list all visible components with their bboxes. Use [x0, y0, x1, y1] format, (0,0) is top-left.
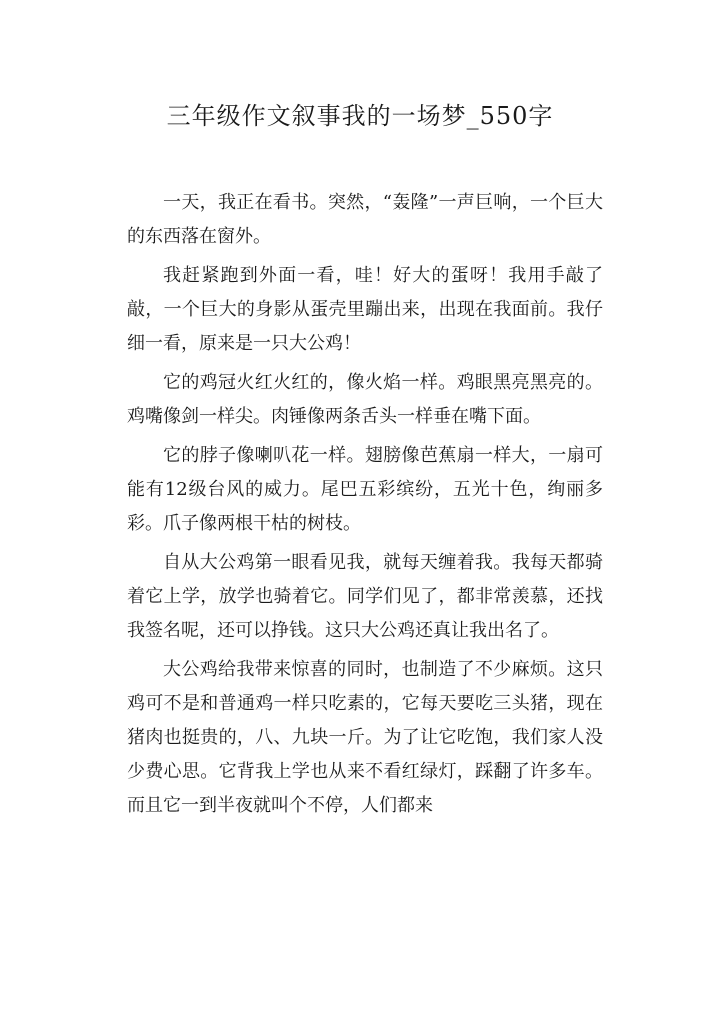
paragraph: 大公鸡给我带来惊喜的同时，也制造了不少麻烦。这只鸡可不是和普通鸡一样只吃素的，它每天要吃三头猪，现在猪肉也挺贵的，八、九块一斤。为了让它吃饱，我们家人没少费心思。它背我上学也从来不看红绿灯，踩翻了许多车。而且它一到半夜就叫个不停，人们都来 — [127, 659, 603, 816]
paragraph: 一天，我正在看书。突然，“轰隆”一声巨响，一个巨大的东西落在窗外。 — [127, 192, 603, 247]
paragraph: 我赶紧跑到外面一看，哇！好大的蛋呀！我用手敲了敲，一个巨大的身影从蛋壳里蹦出来，出现在我面前。我仔细一看，原来是一只大公鸡！ — [127, 265, 603, 354]
paragraph: 自从大公鸡第一眼看见我，就每天缠着我。我每天都骑着它上学，放学也骑着它。同学们见了，都非常羡慕，还找我签名呢，还可以挣钱。这只大公鸡还真让我出名了。 — [127, 552, 603, 641]
paragraph: 它的脖子像喇叭花一样。翅膀像芭蕉扇一样大，一扇可能有12级台风的威力。尾巴五彩缤纷，五光十色，绚丽多彩。爪子像两根干枯的树枝。 — [127, 445, 603, 534]
document-title: 三年级作文叙事我的一场梦_550字 — [166, 102, 554, 130]
document-body — [127, 186, 603, 828]
paragraph: 它的鸡冠火红火红的，像火焰一样。鸡眼黑亮黑亮的。鸡嘴像剑一样尖。肉锤像两条舌头一样垂在嘴下面。 — [127, 372, 603, 427]
